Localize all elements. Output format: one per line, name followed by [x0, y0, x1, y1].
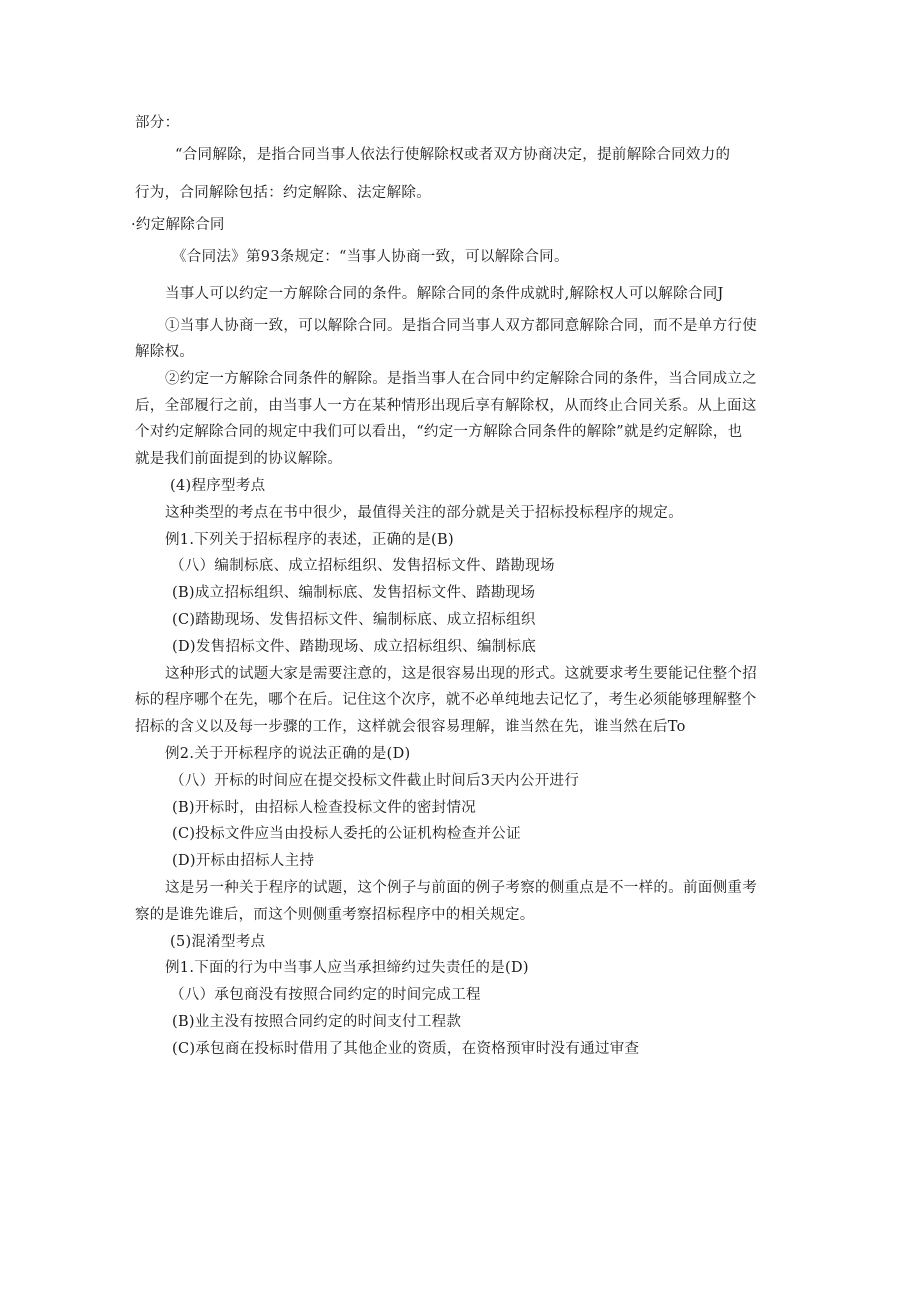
text-line: 例1.下列关于招标程序的表述，正确的是(B) [165, 532, 454, 548]
text-line: ①当事人协商一致，可以解除合同。是指合同当事人双方都同意解除合同，而不是单方行使 [165, 318, 757, 334]
text-line: 这是另一种关于程序的试题，这个例子与前面的例子考察的侧重点是不一样的。前面侧重考 [165, 880, 757, 896]
option-line: （八）编制标底、成立招标组织、发售招标文件、踏勘现场 [170, 558, 555, 574]
section-heading: (5)混淆型考点 [170, 934, 266, 950]
option-line: (C)投标文件应当由投标人委托的公证机构检查并公证 [172, 826, 521, 842]
text-line: 招标的含义以及每一步骤的工作，这样就会很容易理解，谁当然在先，谁当然在后To [135, 719, 686, 735]
option-line: (C)承包商在投标时借用了其他企业的资质，在资格预审时没有通过审查 [172, 1041, 640, 1057]
text-line: 《合同法》第93条规定：“当事人协商一致，可以解除合同。 [172, 249, 569, 265]
text-line: “合同解除，是指合同当事人依法行使解除权或者双方协商决定，提前解除合同效力的 [175, 147, 731, 163]
section-heading: (4)程序型考点 [170, 478, 266, 494]
text-line: 行为，合同解除包括：约定解除、法定解除。 [135, 185, 431, 201]
option-line: (B)业主没有按照合同约定的时间支付工程款 [172, 1014, 462, 1030]
text-line: 个对约定解除合同的规定中我们可以看出，“约定一方解除合同条件的解除”就是约定解除，也 [135, 424, 743, 440]
text-line: 这种类型的考点在书中很少，最值得关注的部分就是关于招标投标程序的规定。 [165, 505, 683, 521]
option-line: (B)成立招标组织、编制标底、发售招标文件、踏勘现场 [172, 585, 536, 601]
text-line: 察的是谁先谁后，而这个则侧重考察招标程序中的相关规定。 [135, 907, 535, 923]
text-line: 标的程序哪个在先，哪个在后。记住这个次序，就不必单纯地去记忆了，考生必须能够理解整个 [135, 692, 757, 708]
text-line: ·约定解除合同 [131, 217, 225, 233]
text-line: 解除权。 [135, 344, 195, 360]
text-line: 当事人可以约定一方解除合同的条件。解除合同的条件成就时,解除权人可以解除合同J [165, 286, 724, 302]
text-line: 例2.关于开标程序的说法正确的是(D) [165, 746, 411, 762]
text-line: ②约定一方解除合同条件的解除。是指当事人在合同中约定解除合同的条件，当合同成立之 [165, 371, 757, 387]
option-line: (B)开标时，由招标人检查投标文件的密封情况 [172, 800, 477, 816]
option-line: （八）开标的时间应在提交投标文件截止时间后3天内公开进行 [170, 773, 580, 789]
text-line: 部分： [135, 115, 180, 131]
option-line: (D)发售招标文件、踏勘现场、成立招标组织、编制标底 [172, 639, 537, 655]
text-line: 这种形式的试题大家是需要注意的，这是很容易出现的形式。这就要求考生要能记住整个招 [165, 666, 757, 682]
text-line: 例1.下面的行为中当事人应当承担缔约过失责任的是(D) [165, 960, 529, 976]
text-line: 后，全部履行之前，由当事人一方在某种情形出现后享有解除权，从而终止合同关系。从上面这 [135, 398, 757, 414]
option-line: (C)踏勘现场、发售招标文件、编制标底、成立招标组织 [172, 612, 536, 628]
option-line: （八）承包商没有按照合同约定的时间完成工程 [170, 987, 481, 1003]
option-line: (D)开标由招标人主持 [172, 853, 315, 869]
text-line: 就是我们前面提到的协议解除。 [135, 451, 343, 467]
